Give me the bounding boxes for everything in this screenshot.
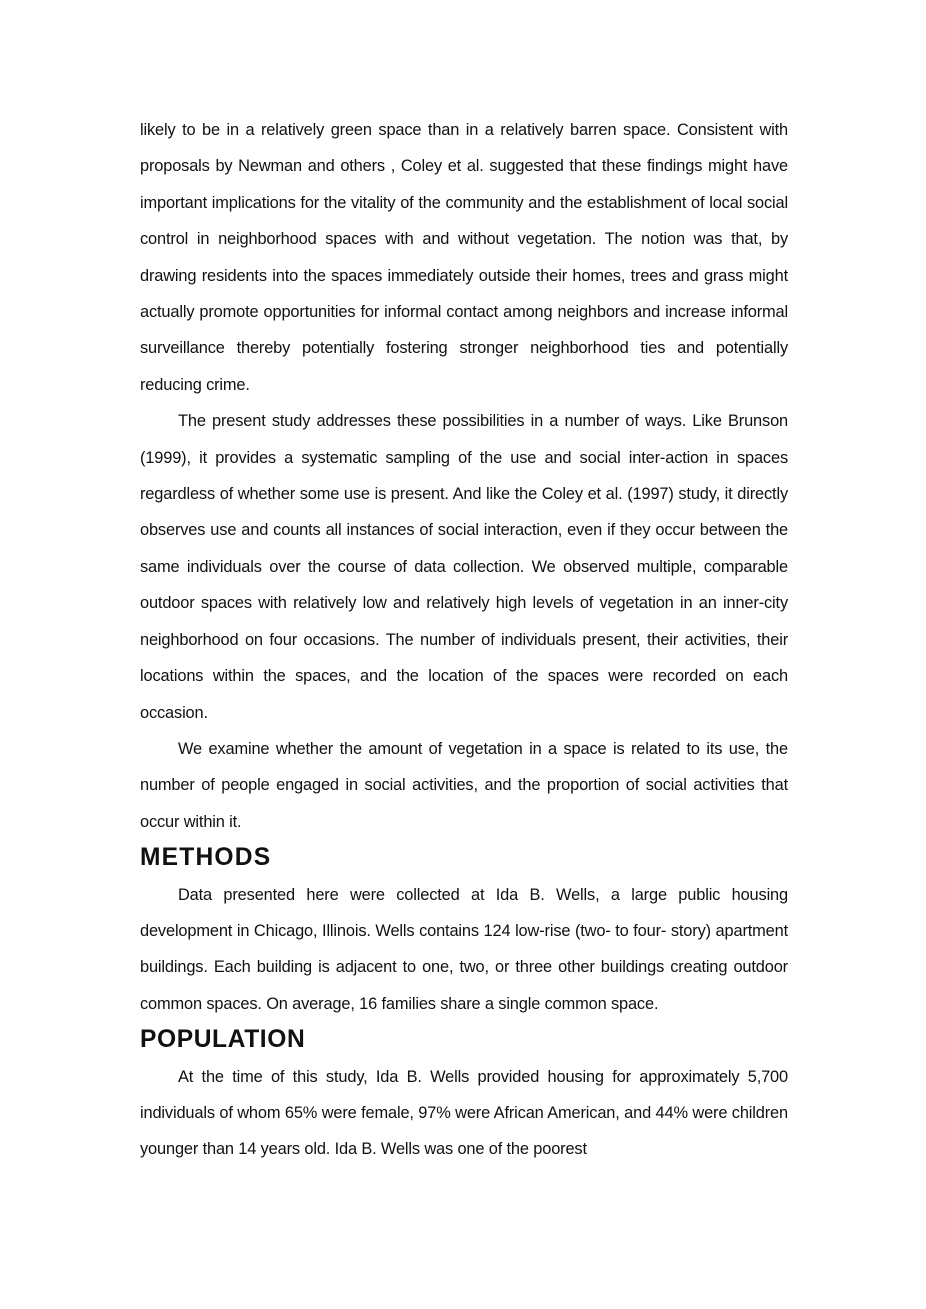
paragraph-population-details: At the time of this study, Ida B. Wells provided housing for approximately 5,700 individuals of whom 65% were female, 97% were African American, and 44% were children younger than 14 years old. Ida B. Wells was one of the poorest	[140, 1067, 788, 1159]
paragraph-present-study: The present study addresses these possibilities in a number of ways. Like Brunson (1999), it provides a systematic sampling of the use and social inter-action in spaces regardless of whether some use is present. And like the Coley et al. (1997) study, it directly observes use and counts all instances of social interaction, even if they occur between the same individuals over the course of data collection. We observed multiple, comparable outdoor spaces with relatively low and relatively high levels of vegetation in an inner-city neighborhood on four occasions. The number of individuals present, their activities, their locations within the spaces, and the location of the spaces were recorded on each occasion.	[140, 412, 788, 722]
heading-methods: METHODS	[140, 844, 272, 872]
paragraph-examine-vegetation: We examine whether the amount of vegetation in a space is related to its use, the number of people engaged in social activities, and the proportion of social activities that occur within it.	[140, 739, 788, 831]
paragraph-green-space-findings: likely to be in a relatively green space than in a relatively barren space. Consistent with proposals by Newman and others , Coley et al. suggested that these findings might have important implications for the vitality of the community and the establishment of local social control in neighborhood spaces with and without vegetation. The notion was that, by drawing residents into the spaces immediately outside their homes, trees and grass might actually promote opportunities for informal contact among neighbors and increase informal surveillance thereby potentially fostering stronger neighborhood ties and potentially reducing crime.	[140, 121, 788, 394]
heading-population: POPULATION	[140, 1026, 306, 1054]
paragraph-data-collection: Data presented here were collected at Ida B. Wells, a large public housing development in Chicago, Illinois. Wells contains 124 low-rise (two- to four- story) apartment buildings. Each building is adjacent to one, two, or three other buildings creating outdoor common spaces. On average, 16 families share a single common space.	[140, 885, 788, 1013]
document-page	[140, 112, 788, 1168]
